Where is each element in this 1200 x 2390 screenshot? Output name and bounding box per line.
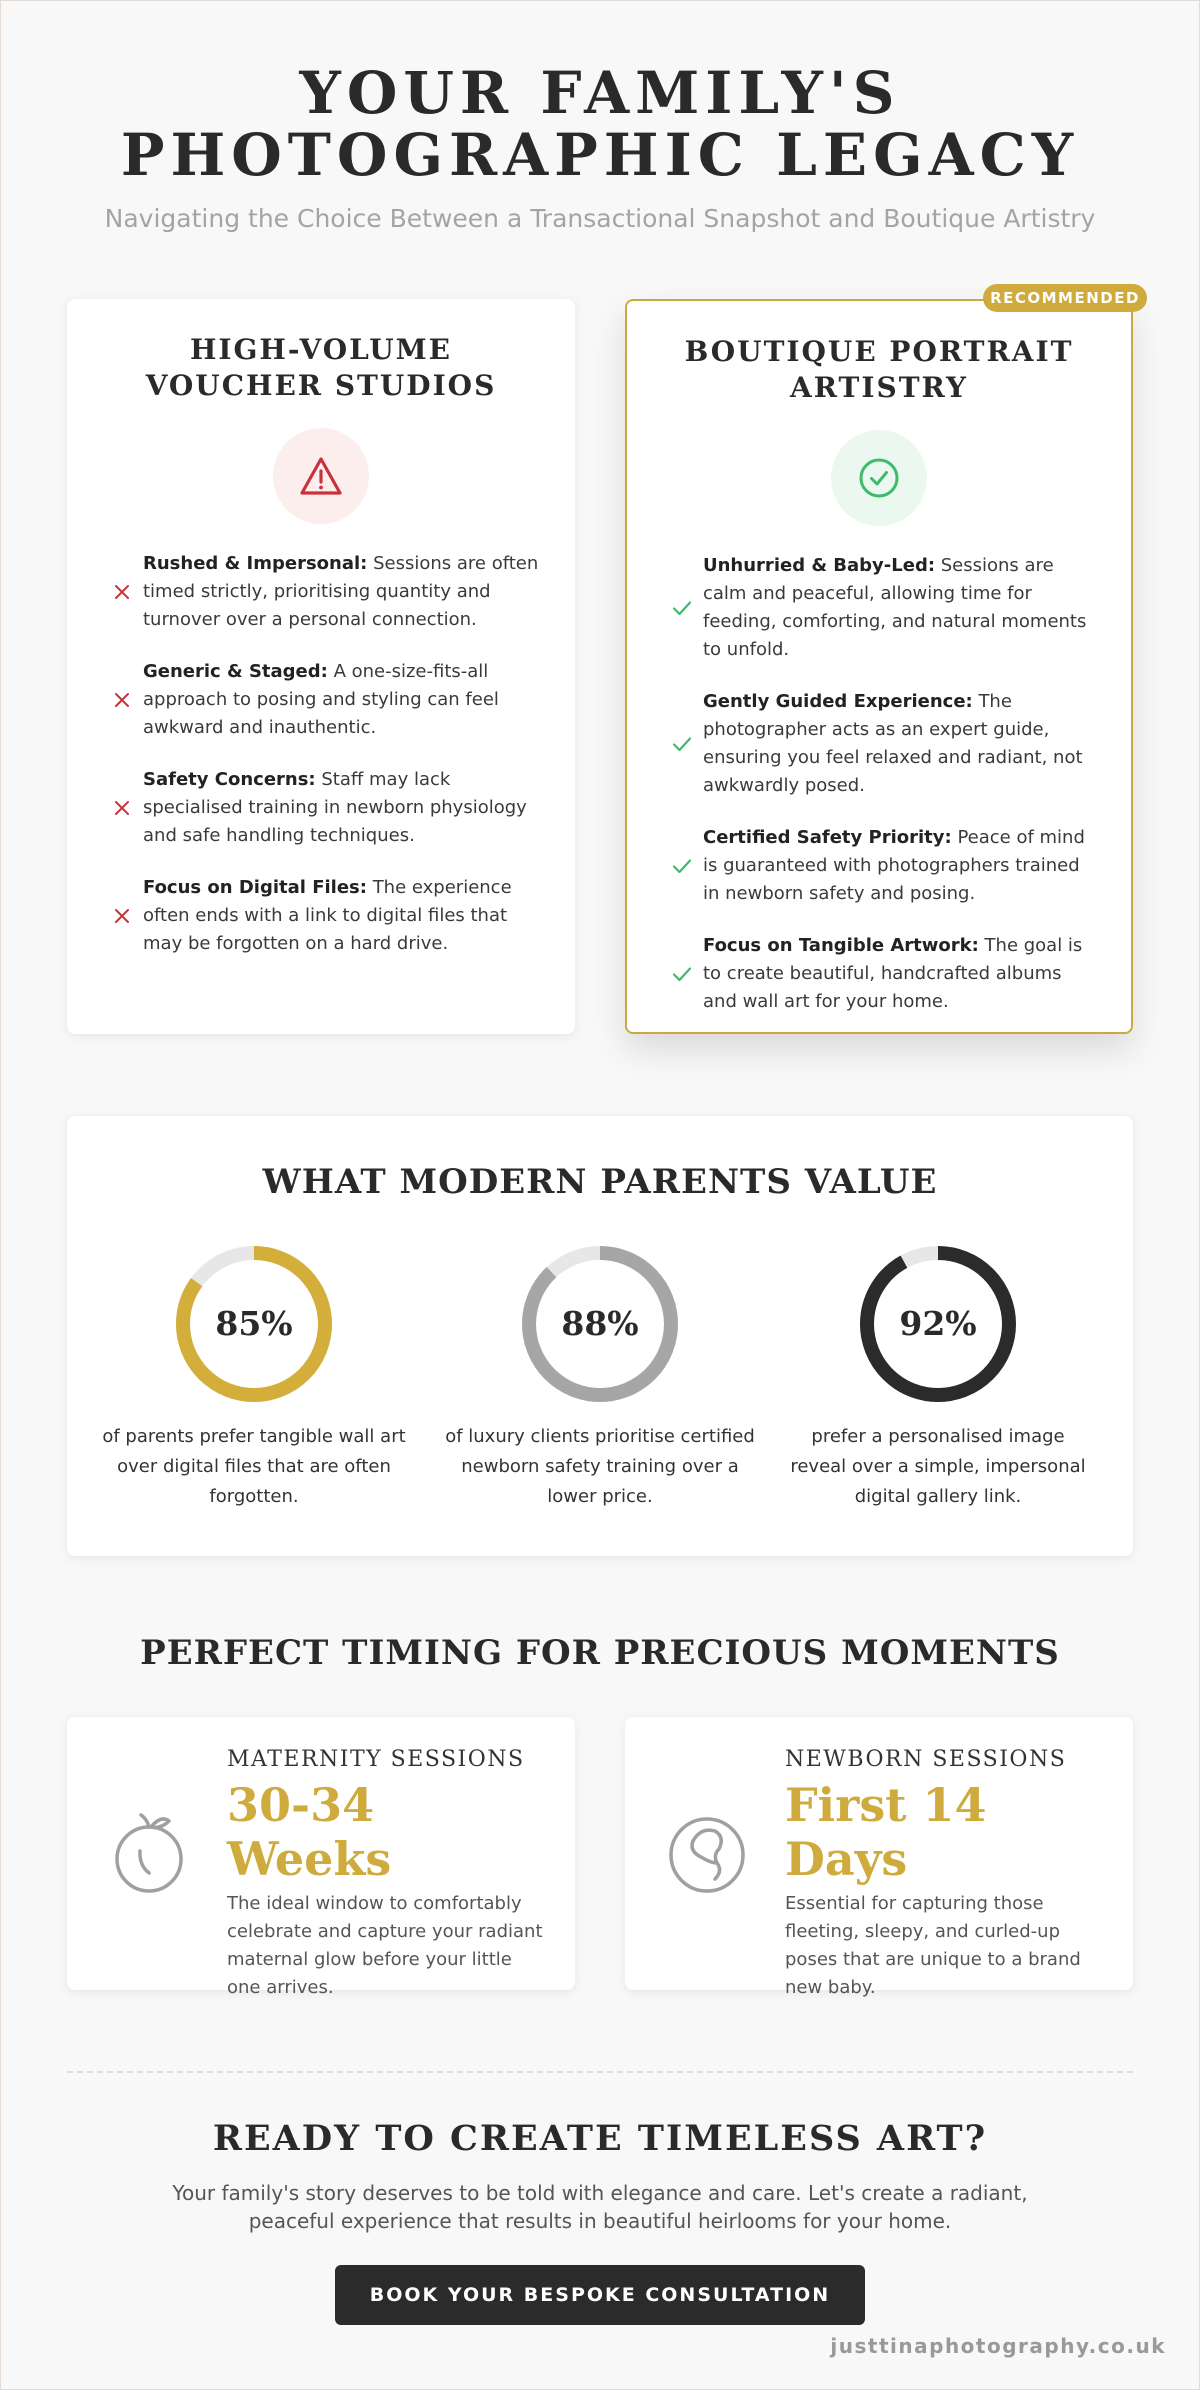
boutique-item-title: Unhurried & Baby-Led: xyxy=(703,555,936,576)
timing-title: PERFECT TIMING FOR PRECIOUS MOMENTS xyxy=(140,1633,1060,1673)
maternity-card xyxy=(67,1717,575,1998)
newborn-card xyxy=(625,1717,1133,1998)
boutique-item-body: The photographer acts as an expert guide, ensuring you feel relaxed and radiant, not awkwardly posed. xyxy=(703,691,1083,796)
warning-icon xyxy=(298,455,344,497)
voucher-card-title: HIGH-VOLUME VOUCHER STUDIOS xyxy=(145,333,497,402)
boutique-item-body: Sessions are calm and peaceful, allowing time for feeding, comforting, and natural moments to unfold. xyxy=(703,555,1087,660)
boutique-card-title: BOUTIQUE PORTRAIT ARTISTRY xyxy=(684,335,1074,404)
warning-icon-circle xyxy=(273,428,369,524)
page-subtitle: Navigating the Choice Between a Transactional Snapshot and Boutique Artistry xyxy=(104,204,1096,233)
cta-text: Your family's story deserves to be told with elegance and care. Let's create a radiant, peaceful experience that results in beautiful heirlooms for your home. xyxy=(172,2181,1028,2233)
voucher-item xyxy=(101,658,541,742)
cta-title: READY TO CREATE TIMELESS ART? xyxy=(212,2118,988,2159)
voucher-item-text xyxy=(143,766,541,850)
boutique-item xyxy=(661,688,1097,800)
boutique-list xyxy=(661,552,1097,1016)
cross-icon xyxy=(114,908,130,924)
newborn-label: NEWBORN SESSIONS xyxy=(785,1747,1067,1772)
baby-icon xyxy=(667,1807,747,1897)
boutique-item-text xyxy=(703,552,1097,664)
newborn-description: Essential for capturing those fleeting, sleepy, and curled-up poses that are unique to a brand new baby. xyxy=(785,1893,1081,1998)
recommended-badge: RECOMMENDED xyxy=(983,284,1147,312)
voucher-item-body: Staff may lack specialised training in newborn physiology and safe handling techniques. xyxy=(143,769,527,846)
fruit-icon xyxy=(109,1807,189,1897)
stat-percent: 92% xyxy=(899,1304,977,1343)
newborn-window: First 14 Days xyxy=(785,1778,987,1886)
footer-url[interactable]: justtinaphotography.co.uk xyxy=(830,2334,1166,2358)
parents-value-section xyxy=(67,1116,1133,1556)
check-circle-icon xyxy=(857,456,901,500)
check-icon-circle xyxy=(831,430,927,526)
boutique-item xyxy=(661,932,1097,1016)
stat-item xyxy=(99,1244,409,1512)
stat-description: of parents prefer tangible wall art over digital files that are often forgotten. xyxy=(102,1426,406,1507)
voucher-list xyxy=(101,550,541,958)
boutique-item-title: Certified Safety Priority: xyxy=(703,827,952,848)
stat-description: of luxury clients prioritise certified newborn safety training over a lower price. xyxy=(445,1426,755,1507)
check-icon xyxy=(672,966,692,982)
cross-icon xyxy=(114,800,130,816)
boutique-item-title: Focus on Tangible Artwork: xyxy=(703,935,979,956)
hero xyxy=(0,59,1200,233)
stat-ring xyxy=(858,1244,1018,1404)
title-line-2: PHOTOGRAPHIC LEGACY xyxy=(120,121,1080,189)
boutique-item xyxy=(661,824,1097,908)
check-icon xyxy=(672,736,692,752)
stat-ring xyxy=(520,1244,680,1404)
boutique-item-title: Gently Guided Experience: xyxy=(703,691,973,712)
maternity-label: MATERNITY SESSIONS xyxy=(227,1747,525,1772)
maternity-window: 30-34 Weeks xyxy=(227,1778,392,1886)
stat-description: prefer a personalised image reveal over a simple, impersonal digital gallery link. xyxy=(790,1426,1086,1507)
boutique-item-body: Peace of mind is guaranteed with photographers trained in newborn safety and posing. xyxy=(703,827,1085,904)
boutique-item-text xyxy=(703,932,1097,1016)
cross-icon xyxy=(114,584,130,600)
cta-section xyxy=(0,2118,1200,2235)
stat-ring xyxy=(174,1244,334,1404)
boutique-item xyxy=(661,552,1097,664)
newborn-body xyxy=(785,1747,1105,2002)
voucher-item-text xyxy=(143,550,541,634)
voucher-item-body: The experience often ends with a link to digital files that may be forgotten on a hard drive. xyxy=(143,877,512,954)
section-divider xyxy=(67,2071,1133,2073)
stat-item xyxy=(445,1244,755,1512)
title-line-1: YOUR FAMILY'S xyxy=(299,59,901,127)
stat-percent: 88% xyxy=(561,1304,639,1343)
voucher-item-title: Focus on Digital Files: xyxy=(143,877,367,898)
voucher-item-text xyxy=(143,874,541,958)
voucher-item-title: Rushed & Impersonal: xyxy=(143,553,368,574)
stat-item xyxy=(783,1244,1093,1512)
boutique-item-body: The goal is to create beautiful, handcrafted albums and wall art for your home. xyxy=(703,935,1083,1012)
boutique-artistry-card xyxy=(625,299,1133,1034)
boutique-item-text xyxy=(703,688,1097,800)
page-title xyxy=(0,59,1200,189)
maternity-body xyxy=(227,1747,547,2002)
values-title: WHAT MODERN PARENTS VALUE xyxy=(262,1162,938,1202)
boutique-item-text xyxy=(703,824,1097,908)
maternity-description: The ideal window to comfortably celebrate and capture your radiant maternal glow before your little one arrives. xyxy=(227,1893,543,1998)
voucher-item-title: Generic & Staged: xyxy=(143,661,328,682)
stat-percent: 85% xyxy=(215,1304,293,1343)
voucher-studios-card xyxy=(67,299,575,1034)
voucher-item-title: Safety Concerns: xyxy=(143,769,316,790)
voucher-item xyxy=(101,874,541,958)
voucher-item-body: A one-size-fits-all approach to posing and styling can feel awkward and inauthentic. xyxy=(143,661,499,738)
voucher-item xyxy=(101,766,541,850)
voucher-item xyxy=(101,550,541,634)
cross-icon xyxy=(114,692,130,708)
check-icon xyxy=(672,858,692,874)
check-icon xyxy=(672,600,692,616)
book-consultation-button[interactable]: BOOK YOUR BESPOKE CONSULTATION xyxy=(335,2265,865,2325)
voucher-item-text xyxy=(143,658,541,742)
voucher-item-body: Sessions are often timed strictly, prioritising quantity and turnover over a personal connection. xyxy=(143,553,539,630)
